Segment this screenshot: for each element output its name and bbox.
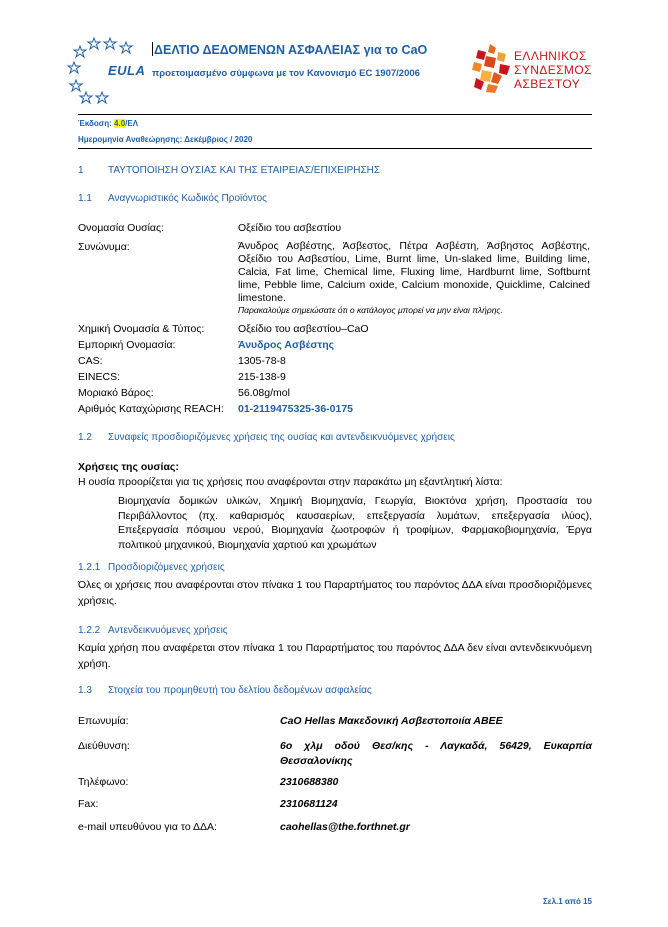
association-name: ΕΛΛΗΝΙΚΟΣ ΣΥΝΔΕΣΜΟΣ ΑΣΒΕΣΤΟΥ <box>514 49 592 91</box>
section-1-1-heading: 1.1 Αναγνωριστικός Κωδικός Προϊόντος <box>78 193 267 204</box>
section-1-3-heading: 1.3 Στοιχεία του προμηθευτή του δελτίου δεδομένων ασφαλείας <box>78 685 372 696</box>
section-1-2-2-heading: 1.2.2 Αντενδεικνυόμενες χρήσεις <box>78 625 228 636</box>
reach-label: Αριθμός Καταχώρισης REACH: <box>78 403 224 415</box>
document-title: ΔΕΛΤΙΟ ΔΕΔΟΜΕΝΩΝ ΑΣΦΑΛΕΙΑΣ για το CaO <box>154 43 428 57</box>
section-1-heading: 1 ΤΑΥΤΟΠΟΙΗΣΗ ΟΥΣΙΑΣ ΚΑΙ ΤΗΣ ΕΤΑΙΡΕΙΑΣ/ΕΠΙΧΕΙΡΗΣΗΣ <box>78 165 381 176</box>
substance-name-label: Ονομασία Ουσίας: <box>78 222 164 234</box>
cas-value: 1305-78-8 <box>238 355 286 367</box>
einecs-label: EINECS: <box>78 371 121 383</box>
fax-value: 2310681124 <box>280 798 338 810</box>
address-label: Διεύθυνση: <box>78 740 130 752</box>
cas-label: CAS: <box>78 355 103 367</box>
email-label: e-mail υπευθύνου για το ΔΔΑ: <box>78 821 217 833</box>
section-1-2-1-heading: 1.2.1 Προσδιοριζόμενες χρήσεις <box>78 562 225 573</box>
email-value: caohellas@the.forthnet.gr <box>280 821 410 833</box>
eula-wordmark: EULA <box>108 63 146 78</box>
synonyms-label: Συνώνυμα: <box>78 241 130 253</box>
einecs-value: 215-138-9 <box>238 371 286 383</box>
synonyms-value: Άνυδρος Ασβέστης, Άσβεστος, Πέτρα Ασβέστη, Άσβηστος Ασβέστης, Οξείδιο του Ασβεστίου, Lime, Burnt lime, Un-slaked lime, Building lime, Calcia, Fat lime, Chemical lime, Fluxing lime, Hardburnt lime, Softburnt lime, Pebble lime, Calcium oxide, Calcium monoxide, Quicklime, Calcined limestone. <box>238 240 590 304</box>
document-subtitle: προετοιμασμένο σύμφωνα με τον Κανονισμό EC 1907/2006 <box>152 68 420 79</box>
address-value: 6ο χλμ οδού Θεσ/κης - Λαγκαδά, 56429, Ευκαρπία Θεσσαλονίκης <box>280 740 592 767</box>
company-value: CaO Hellas Μακεδονική Ασβεστοποιία ΑΒΕΕ <box>280 715 503 727</box>
phone-value: 2310688380 <box>280 776 339 788</box>
chem-name-label: Χημική Ονομασία & Τύπος: <box>78 323 205 335</box>
synonyms-note: Παρακαλούμε σημειώσατε ότι ο κατάλογος μπορεί να μην είναι πλήρης. <box>238 305 503 315</box>
section-1-2-heading: 1.2 Συναφείς προσδιοριζόμενες χρήσεις της ουσίας και αντενδεικνυόμενες χρήσεις <box>78 432 455 443</box>
page-number: Σελ.1 από 15 <box>543 897 592 906</box>
phone-label: Τηλέφωνο: <box>78 776 129 788</box>
trade-name-label: Εμπορική Ονομασία: <box>78 339 176 351</box>
uses-list: Βιομηχανία δομικών υλικών, Χημική Βιομηχανία, Γεωργία, Βιοκτόνα χρήση, Προστασία του Περιβάλλοντος (πχ. καθαρισμός καυσαερίων, επεξεργασία λυμάτων, επεξεργασία ιλύος), Επεξεργασία πόσιμου νερού, Βιομηχανία ζωοτροφών ή τροφίμων, Φαρμακοβιομηχανία, Έργα πολιτικού μηχανικού, Βιομηχανία χαρτιού και χρωμάτων <box>118 495 592 551</box>
revision-date: Ημερομηνία Αναθεώρησης: Δεκέμβριος / 2020 <box>78 135 253 144</box>
header-divider <box>78 114 592 115</box>
section-1-2-1-text: Όλες οι χρήσεις που αναφέρονται στον πίνακα 1 του Παραρτήματος του παρόντος ΔΔΑ είναι προσδιοριζόμενες χρήσεις. <box>78 579 592 607</box>
section-1-2-2-text: Καμία χρήση που αναφέρεται στον πίνακα 1 του Παραρτήματος του παρόντος ΔΔΑ δεν είναι αντενδεικνυόμενη χρήση. <box>78 642 592 670</box>
molecular-weight-label: Μοριακό Βάρος: <box>78 387 154 399</box>
trade-name-value: Άνυδρος Ασβέστης <box>238 339 335 351</box>
reach-value: 01-2119475325-36-0175 <box>238 403 354 415</box>
association-rock-logo <box>470 42 512 94</box>
uses-heading: Χρήσεις της ουσίας: <box>78 461 179 473</box>
meta-divider <box>78 148 592 149</box>
version-line: Έκδοση: 4.0/ΕΛ <box>78 119 139 128</box>
molecular-weight-value: 56.08g/mol <box>238 387 290 399</box>
company-label: Επωνυμία: <box>78 715 129 727</box>
chem-name-value: Οξείδιο του ασβεστίου–CaO <box>238 323 369 335</box>
uses-intro: Η ουσία προορίζεται για τις χρήσεις που αναφέρονται στην παρακάτω μη εξαντλητική λίστα: <box>78 476 503 488</box>
substance-name-value: Οξείδιο του ασβεστίου <box>238 222 342 234</box>
fax-label: Fax: <box>78 798 99 810</box>
